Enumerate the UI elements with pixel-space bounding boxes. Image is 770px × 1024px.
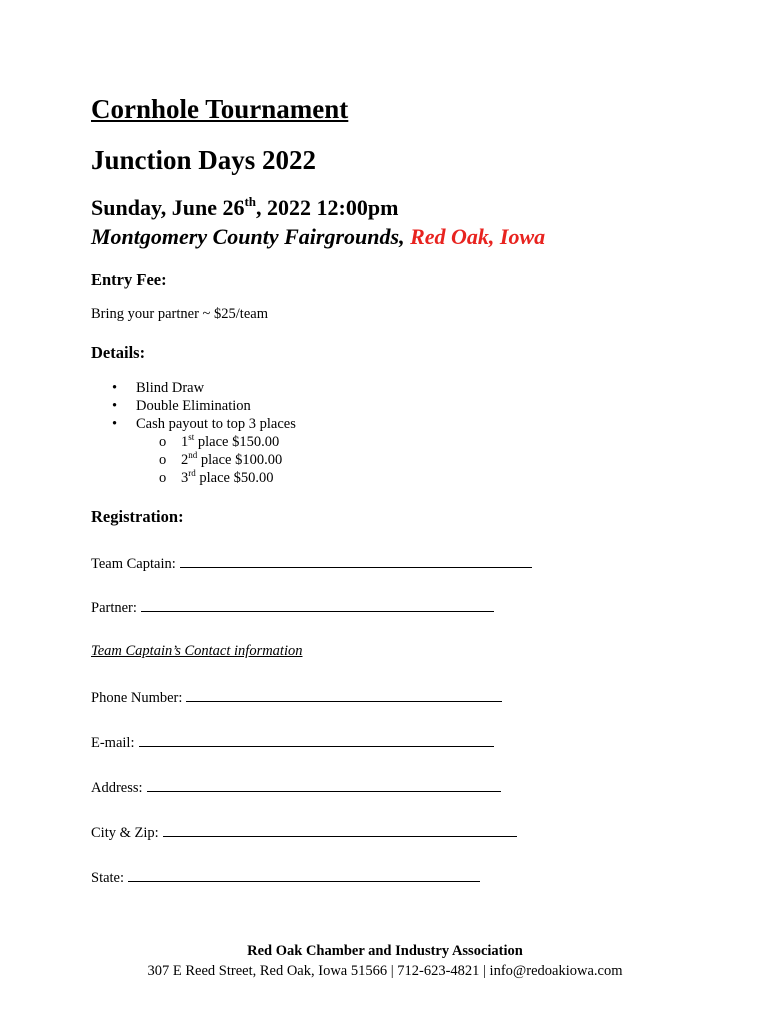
footer-org-name: Red Oak Chamber and Industry Association [247, 943, 523, 959]
event-date [91, 195, 398, 221]
event-name: Junction Days 2022 [91, 145, 317, 175]
venue-place: Montgomery County Fairgrounds, [91, 224, 411, 249]
event-date-ordinal: th [244, 194, 257, 209]
circle-bullet-icon: o [159, 470, 167, 486]
payout-ordinal: rd [188, 468, 196, 478]
phone-field[interactable] [91, 687, 502, 707]
payout-rank: 3 [181, 470, 189, 486]
email-label: E-mail: [91, 735, 135, 751]
footer-contact-line: 307 E Reed Street, Red Oak, Iowa 51566 | 712-623-4821 | info@redoakiowa.com [147, 963, 623, 979]
partner-field[interactable] [91, 597, 494, 617]
phone-input-line[interactable] [186, 687, 502, 702]
email-field[interactable] [91, 732, 494, 752]
city-zip-label: City & Zip: [91, 825, 159, 841]
footer [0, 943, 770, 980]
bullet-icon: • [112, 380, 118, 396]
team-captain-label: Team Captain: [91, 556, 176, 572]
state-input-line[interactable] [128, 867, 480, 882]
phone-label: Phone Number: [91, 690, 183, 706]
state-label: State: [91, 870, 125, 886]
circle-bullet-icon: o [159, 434, 167, 450]
event-venue [91, 224, 545, 250]
contact-info-heading: Team Captain’s Contact information [91, 643, 303, 659]
payout-amount: place $100.00 [197, 452, 283, 468]
state-field[interactable] [91, 867, 480, 887]
address-field[interactable] [91, 777, 501, 797]
page-title: Cornhole Tournament [91, 94, 349, 124]
entry-fee-heading: Entry Fee: [91, 270, 167, 289]
bullet-icon: • [112, 398, 118, 414]
event-date-main: Sunday, June 26 [91, 195, 245, 220]
list-item-text: Double Elimination [136, 398, 251, 414]
payout-rank: 1 [181, 434, 189, 450]
team-captain-field[interactable] [91, 553, 532, 573]
circle-bullet-icon: o [159, 452, 167, 468]
city-zip-field[interactable] [91, 822, 517, 842]
payout-rank: 2 [181, 452, 189, 468]
email-input-line[interactable] [139, 732, 494, 747]
payout-amount: place $150.00 [194, 434, 280, 450]
list-item-text: Blind Draw [136, 380, 205, 396]
address-label: Address: [91, 780, 143, 796]
partner-label: Partner: [91, 600, 137, 616]
team-captain-input-line[interactable] [180, 553, 532, 568]
payout-ordinal: st [188, 432, 195, 442]
registration-heading: Registration: [91, 507, 184, 526]
address-input-line[interactable] [147, 777, 501, 792]
partner-input-line[interactable] [141, 597, 494, 612]
details-heading: Details: [91, 343, 146, 362]
payout-amount: place $50.00 [195, 470, 274, 486]
entry-fee-text: Bring your partner ~ $25/team [91, 306, 268, 322]
payout-ordinal: nd [188, 450, 198, 460]
city-zip-input-line[interactable] [163, 822, 517, 837]
bullet-icon: • [112, 416, 118, 432]
venue-city: Red Oak, Iowa [410, 224, 546, 249]
event-date-time: , 2022 12:00pm [256, 195, 399, 220]
list-item-text: Cash payout to top 3 places [136, 416, 296, 432]
